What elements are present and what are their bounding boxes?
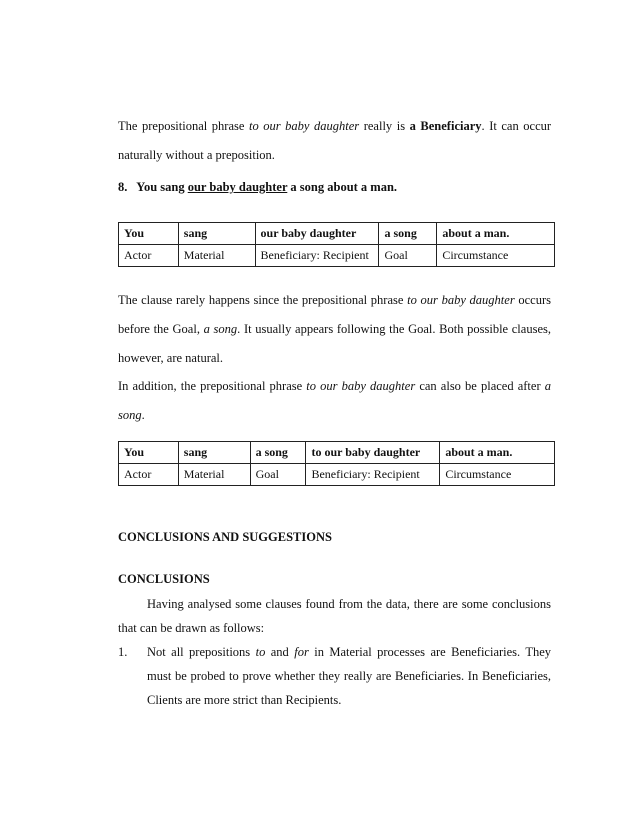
- italic-phrase: a song: [203, 322, 238, 336]
- section-title: CONCLUSIONS AND SUGGESTIONS: [118, 530, 332, 544]
- table-cell: to our baby daughter: [306, 442, 440, 464]
- example-underlined-text: our baby daughter: [187, 180, 288, 194]
- text-segment: The clause rarely happens since the prepositional phrase: [118, 293, 404, 307]
- table-cell: Beneficiary: Recipient: [306, 464, 440, 486]
- text-segment: and: [270, 645, 289, 659]
- table-cell: about a man.: [437, 223, 555, 245]
- table-cell: a song: [250, 442, 306, 464]
- table-cell: Goal: [379, 245, 437, 267]
- paragraph-placement: [118, 372, 551, 430]
- table-cell: about a man.: [440, 442, 555, 464]
- text-segment: Not all prepositions: [147, 645, 251, 659]
- table-cell: sang: [178, 223, 255, 245]
- table-row: [119, 464, 555, 486]
- table-cell: sang: [178, 442, 250, 464]
- table-cell: You: [119, 442, 179, 464]
- table-cell: Circumstance: [437, 245, 555, 267]
- analysis-table-1: [118, 222, 555, 267]
- italic-phrase: to our baby daughter: [407, 293, 515, 307]
- table-cell: a song: [379, 223, 437, 245]
- table-cell: You: [119, 223, 179, 245]
- conclusions-list: [118, 640, 551, 712]
- example-text: You sang: [136, 180, 185, 194]
- text-segment: in Material processes are Beneficiaries. They must be probed to prove whether they really are Beneficiaries. In Beneficiaries, Clients are more strict than Recipients.: [147, 645, 552, 707]
- table-header-row: [119, 223, 555, 245]
- text-segment: .: [141, 408, 145, 422]
- paragraph-conclusions-intro: Having analysed some clauses found from the data, there are some conclusions that can be drawn as follows:: [118, 597, 551, 635]
- table-header-row: [119, 442, 555, 464]
- text-segment: . It can occur naturally without a preposition.: [118, 119, 552, 162]
- table-cell: Circumstance: [440, 464, 555, 486]
- table-cell: Beneficiary: Recipient: [255, 245, 379, 267]
- analysis-table-2: [118, 441, 555, 486]
- text-segment: occurs before the Goal,: [118, 293, 551, 336]
- paragraph-clause-order: [118, 286, 551, 373]
- paragraph-beneficiary-intro: [118, 112, 551, 170]
- italic-phrase: a song: [118, 379, 551, 422]
- table-cell: Material: [178, 464, 250, 486]
- italic-word: for: [294, 645, 309, 659]
- text-segment: The prepositional phrase: [118, 119, 245, 133]
- example-number: 8.: [118, 180, 128, 194]
- list-item-text: [147, 640, 551, 712]
- bold-term: a Beneficiary: [409, 119, 482, 133]
- text-segment: really is: [363, 119, 406, 133]
- text-segment: In addition, the prepositional phrase: [118, 379, 303, 393]
- table-row: [119, 245, 555, 267]
- italic-phrase: to our baby daughter: [248, 119, 360, 133]
- table-cell: Actor: [119, 464, 179, 486]
- subsection-title: CONCLUSIONS: [118, 572, 210, 586]
- table-cell: Material: [178, 245, 255, 267]
- italic-phrase: to our baby daughter: [306, 379, 416, 393]
- table-cell: Goal: [250, 464, 306, 486]
- example-text: a song about a man.: [290, 180, 398, 194]
- example-8-heading: [118, 180, 397, 195]
- italic-word: to: [255, 645, 266, 659]
- text-segment: . It usually appears following the Goal. Both possible clauses, however, are natural.: [118, 322, 551, 365]
- list-item: [118, 640, 551, 712]
- text-segment: can also be placed after: [419, 379, 541, 393]
- list-item-number: 1.: [118, 645, 128, 659]
- table-cell: our baby daughter: [255, 223, 379, 245]
- table-cell: Actor: [119, 245, 179, 267]
